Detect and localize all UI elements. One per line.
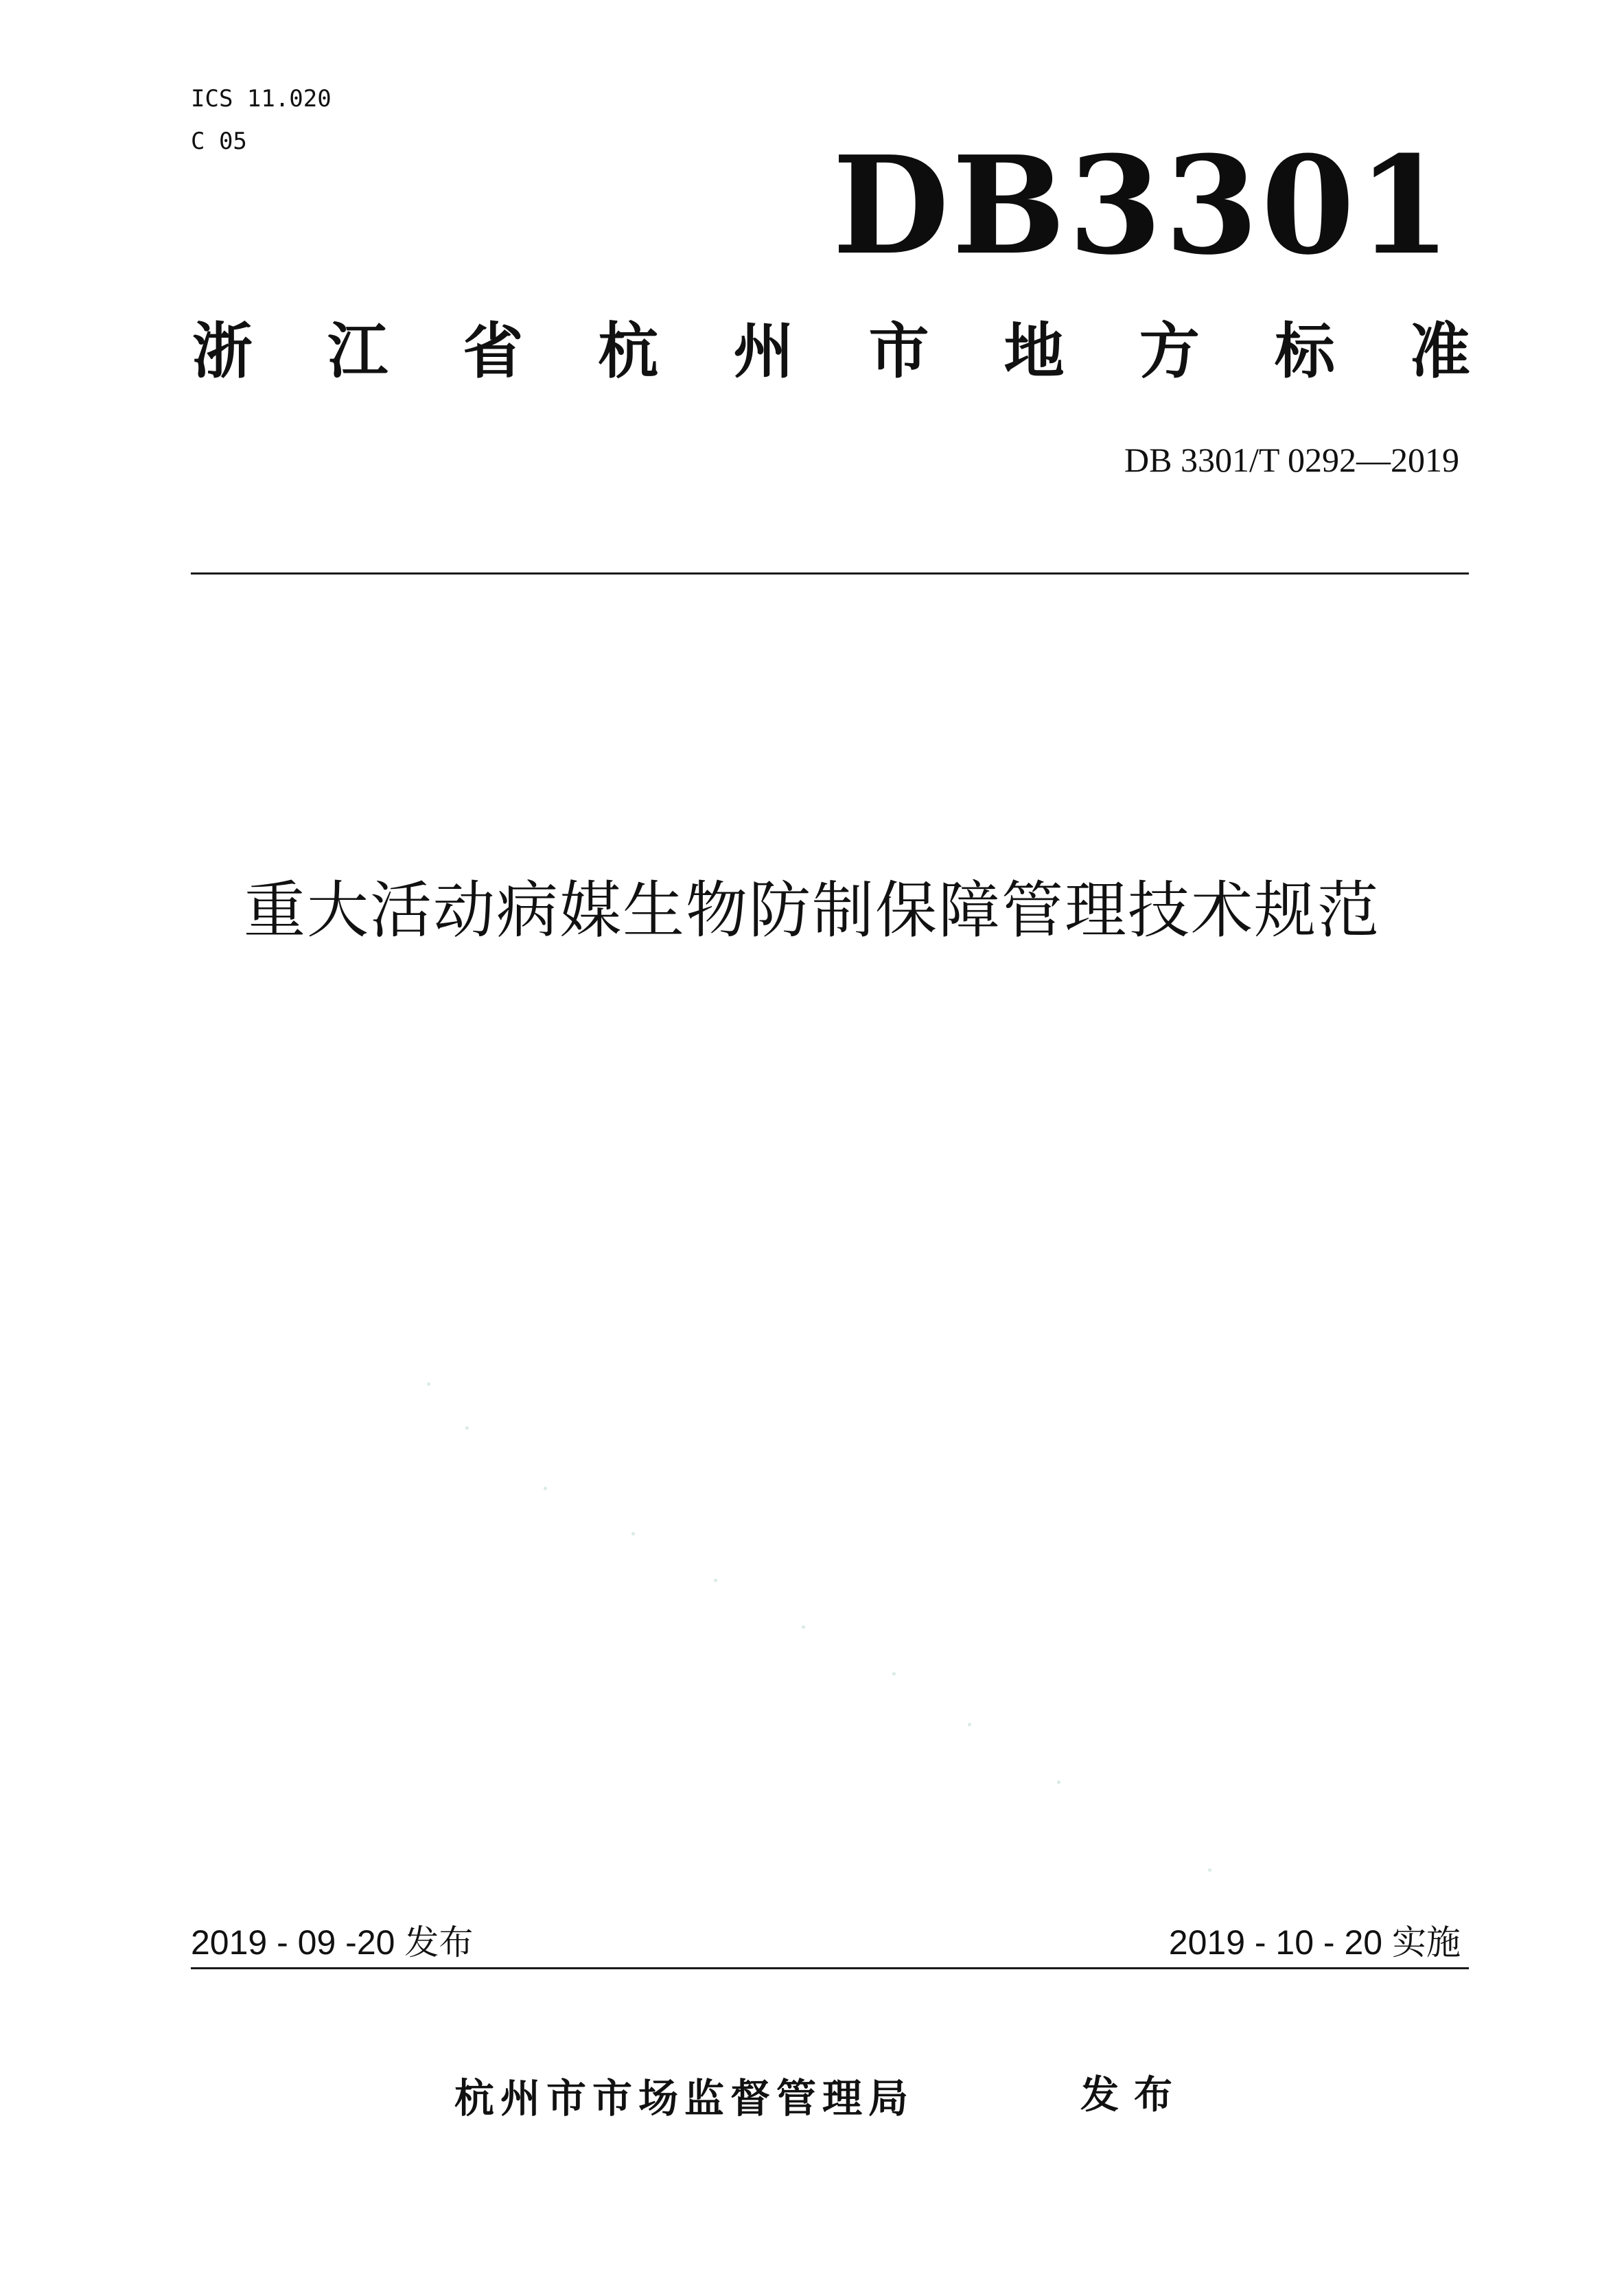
scan-speckle	[892, 1672, 896, 1675]
scan-speckle	[544, 1487, 547, 1490]
scan-speckle	[1057, 1781, 1060, 1784]
standard-type-char: 州	[733, 316, 794, 386]
standard-type-char: 市	[868, 316, 929, 386]
standard-type-char: 浙	[192, 316, 253, 386]
scan-speckle	[968, 1723, 971, 1726]
footer-divider	[191, 1967, 1469, 1969]
standard-type-char: 标	[1274, 316, 1335, 386]
issue-date: 2019 - 09 -20 发布	[191, 1923, 474, 1962]
scan-speckle	[714, 1579, 717, 1582]
publish-label: 发布	[1080, 2073, 1187, 2118]
scan-speckle	[802, 1625, 805, 1629]
scan-speckle	[465, 1426, 469, 1430]
scan-speckle	[631, 1532, 635, 1535]
standard-type-char: 地	[1004, 316, 1065, 386]
standard-type-char: 省	[463, 316, 524, 386]
standard-type-char: 方	[1139, 316, 1200, 386]
standard-type-char: 江	[327, 316, 388, 386]
document-title: 重大活动病媒生物防制保障管理技术规范	[244, 874, 1380, 947]
standard-type-char: 杭	[598, 316, 659, 386]
scan-speckle	[1208, 1868, 1211, 1872]
ics-code: ICS 11.020	[191, 85, 332, 113]
ccs-code: C 05	[191, 128, 247, 155]
standard-logo: DB3301	[832, 127, 1454, 285]
publisher-name: 杭州市市场监督管理局	[454, 2075, 915, 2122]
standard-type-heading	[192, 317, 1470, 386]
implementation-date: 2019 - 10 - 20 实施	[1168, 1923, 1461, 1962]
standard-number: DB 3301/T 0292—2019	[1124, 441, 1459, 479]
standard-type-char: 准	[1409, 316, 1470, 386]
scan-speckle	[427, 1382, 430, 1386]
header-divider	[191, 572, 1469, 575]
